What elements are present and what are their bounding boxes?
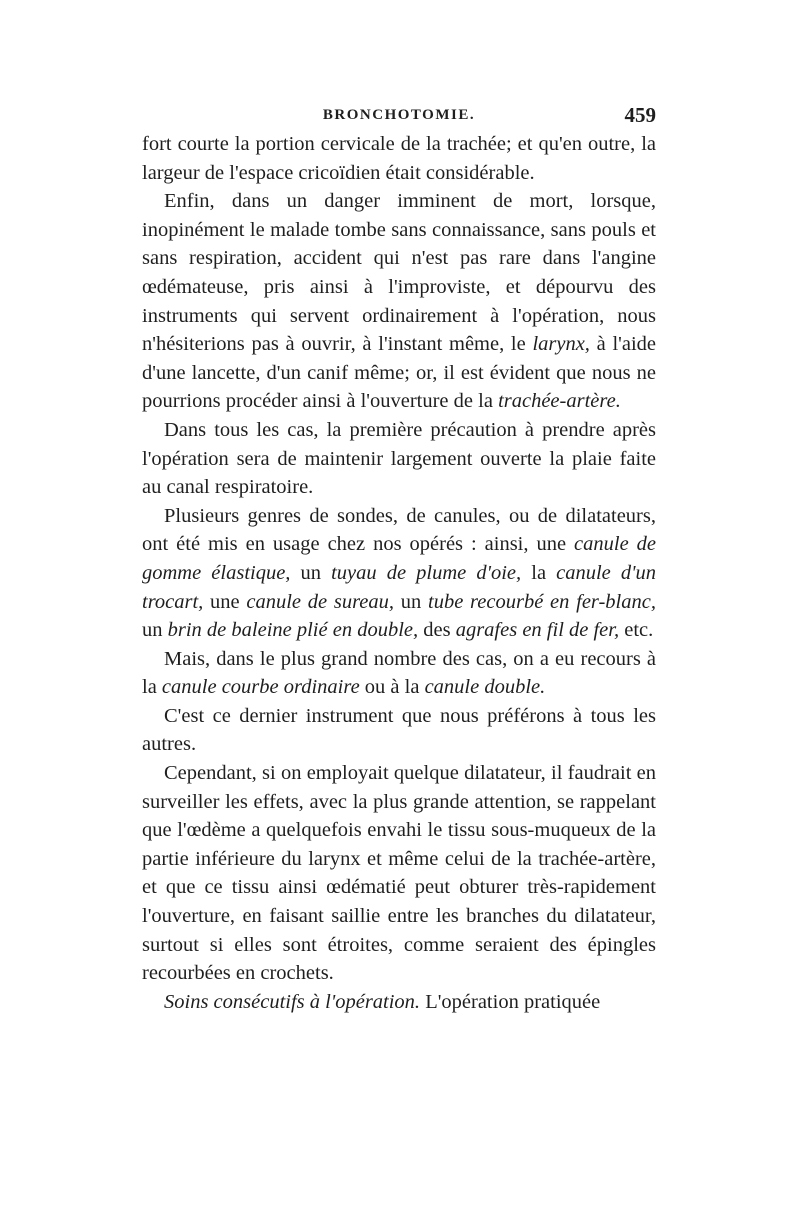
italic-span: brin de baleine plié en double, [167,619,419,642]
running-title: BRONCHOTOMIE. [322,107,476,123]
text-span: la [521,561,557,584]
text-span: ou à la [359,676,425,699]
text-span: C'est ce dernier instrument que nous préférons à tous les autres. [142,704,656,756]
text-span: un [394,590,429,613]
text-span: Dans tous les cas, la première précaution à prendre après l'opération sera de maintenir largement ouverte la plaie faite au canal respiratoire. [142,418,656,499]
page-number: 459 [624,103,656,127]
paragraph-8 [142,988,656,1017]
running-head [142,103,656,129]
text-span: Mais, dans le plus grand nombre des cas, on a eu recours à la [142,647,656,699]
text-span: des [418,619,456,642]
italic-span: canule d'un trocart, [142,561,657,613]
paragraph-2 [142,187,656,416]
text-span: une [203,590,247,613]
text-span: Cependant, si on employait quelque dilatateur, il faudrait en surveiller les effets, avec la plus grande attention, se rappelant que l'œdème a quelquefois envahi le tissu sous-muqueux de la partie inférieure du larynx et même celui de la trachée-artère, et que ce tissu ainsi œdématié peut obturer très-rapidement l'ouverture, en faisant saillie entre les branches du dilatateur, surtout si elles sont étroites, comme seraient des épingles recourbées en crochets. [142,762,656,985]
italic-span: canule de sureau, [246,590,395,613]
italic-span: Soins consécutifs à l'opération. [164,990,421,1013]
italic-span: canule double. [424,676,546,699]
text-span: un [290,561,332,584]
italic-span: larynx, [532,333,590,356]
italic-span: trachée-artère. [498,390,621,413]
text-span: etc. [619,619,654,642]
text-span: Plusieurs genres de sondes, de canules, ou de dilatateurs, ont été mis en usage chez nos opérés : ainsi, une [142,504,656,556]
paragraph-6 [142,702,656,759]
italic-span: agrafes en fil de fer, [455,619,620,642]
paragraph-5 [142,645,656,702]
paragraph-3 [142,416,656,502]
text-span: à l'aide d'une lancette, d'un canif même; or, il est évident que nous ne pourrions procéder ainsi à l'ouverture de la [142,333,656,413]
italic-span: tuyau de plume d'oie, [331,561,522,584]
text-span: un [142,619,168,642]
text-span: Enfin, dans un danger imminent de mort, lorsque, inopinément le malade tombe sans connaissance, sans pouls et sans respiration, accident qui n'est pas rare dans l'angine œdémateuse, pris ainsi à l'improviste, et dépourvu des instruments qui servent ordinairement à l'opération, nous n'hésiterions pas à ouvrir, à l'instant même, le [142,190,656,356]
italic-span: canule de gomme élastique, [142,533,656,584]
italic-span: canule courbe ordinaire [161,676,360,699]
body-text [142,130,656,1016]
paragraph-4 [142,502,656,645]
italic-span: tube recourbé en fer-blanc, [428,590,656,613]
text-span: L'opération pratiquée [420,990,601,1013]
paragraph-1 [142,130,656,187]
paragraph-7 [142,759,656,988]
text-span: fort courte la portion cervicale de la trachée; et qu'en outre, la largeur de l'espace cricoïdien était considérable. [142,133,656,184]
